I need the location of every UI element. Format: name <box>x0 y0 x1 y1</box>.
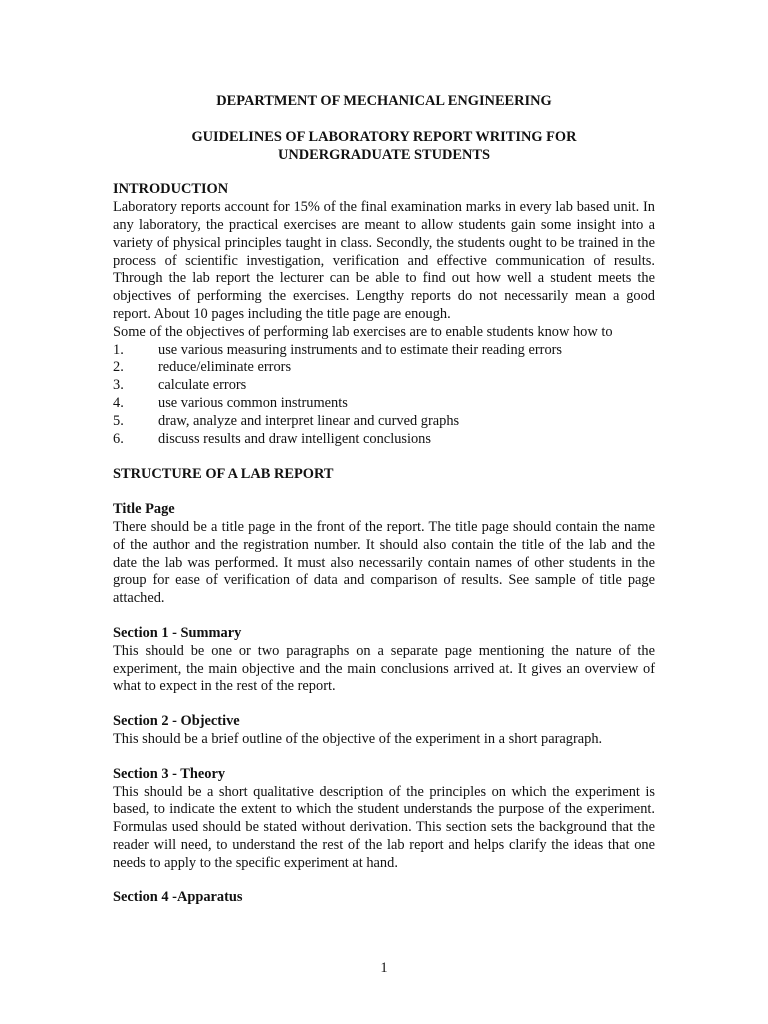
page-number: 1 <box>380 960 388 976</box>
introduction-paragraph: Laboratory reports account for 15% of the final examination marks in every lab based unit. In any laboratory, the practical exercises are meant to allow students gain some insight into a variety of physical principles taught in class. Secondly, the students ought to be trained in the process of scientific investigation, verification and effective communication of results. Through the lab report the lecturer can be able to find out how well a student meets the objectives of performing the exercises. Lengthy reports do not necessarily mean a good report. About 10 pages including the title page are enough. <box>113 199 655 322</box>
list-item-text: draw, analyze and interpret linear and curved graphs <box>158 412 460 429</box>
list-item-text: calculate errors <box>158 377 247 394</box>
introduction-heading: INTRODUCTION <box>113 181 229 198</box>
structure-heading: STRUCTURE OF A LAB REPORT <box>113 466 334 483</box>
section-title-page <box>113 501 655 608</box>
objectives-intro: Some of the objectives of performing lab exercises are to enable students know how to <box>113 323 613 340</box>
document-title <box>113 129 655 165</box>
document-title-line-2: UNDERGRADUATE STUDENTS <box>277 146 491 163</box>
list-item-text: use various common instruments <box>158 394 348 411</box>
list-item-number: 4. <box>113 394 124 411</box>
list-item <box>113 342 655 360</box>
list-item <box>113 395 655 413</box>
list-item <box>113 431 655 449</box>
section-body: There should be a title page in the front of the report. The title page should contain the name of the author and the registration number. It should also contain the title of the lab and the date the lab was performed. It must also necessarily contain names of other students in the group for ease of verification of data and comparison of results. See sample of title page attached. <box>113 518 655 607</box>
objectives-list <box>113 342 655 449</box>
section-heading: Title Page <box>113 501 175 518</box>
list-item <box>113 413 655 431</box>
section-body: This should be a brief outline of the objective of the experiment in a short paragraph. <box>113 730 603 747</box>
document-title-line-1: GUIDELINES OF LABORATORY REPORT WRITING FOR <box>191 128 577 145</box>
section-apparatus <box>113 889 655 907</box>
list-item <box>113 359 655 377</box>
list-item <box>113 377 655 395</box>
section-heading: Section 4 -Apparatus <box>113 889 243 906</box>
list-item-text: reduce/eliminate errors <box>158 359 292 376</box>
list-item-text: use various measuring instruments and to estimate their reading errors <box>158 341 563 358</box>
list-item-number: 2. <box>113 359 124 376</box>
section-theory <box>113 766 655 873</box>
list-item-number: 5. <box>113 412 124 429</box>
section-heading: Section 3 - Theory <box>113 765 226 782</box>
list-item-number: 3. <box>113 377 124 394</box>
section-objective <box>113 713 655 749</box>
list-item-number: 1. <box>113 341 124 358</box>
section-heading: Section 1 - Summary <box>113 624 242 641</box>
section-body: This should be a short qualitative description of the principles on which the experiment is based, to indicate the extent to which the student understands the purpose of the experiment. Formulas used should be stated without derivation. This section sets the background that the reader will need, to understand the rest of the lab report and helps clarify the ideas that one needs to apply to the specific experiment at hand. <box>113 783 655 871</box>
document-page <box>113 93 655 924</box>
section-summary <box>113 625 655 696</box>
list-item-text: discuss results and draw intelligent conclusions <box>158 430 431 447</box>
department-heading: DEPARTMENT OF MECHANICAL ENGINEERING <box>216 93 552 109</box>
list-item-number: 6. <box>113 430 124 447</box>
section-heading: Section 2 - Objective <box>113 713 240 730</box>
section-body: This should be one or two paragraphs on a separate page mentioning the nature of the experiment, the main objective and the main conclusions arrived at. It gives an overview of what to expect in the rest of the report. <box>113 642 655 695</box>
